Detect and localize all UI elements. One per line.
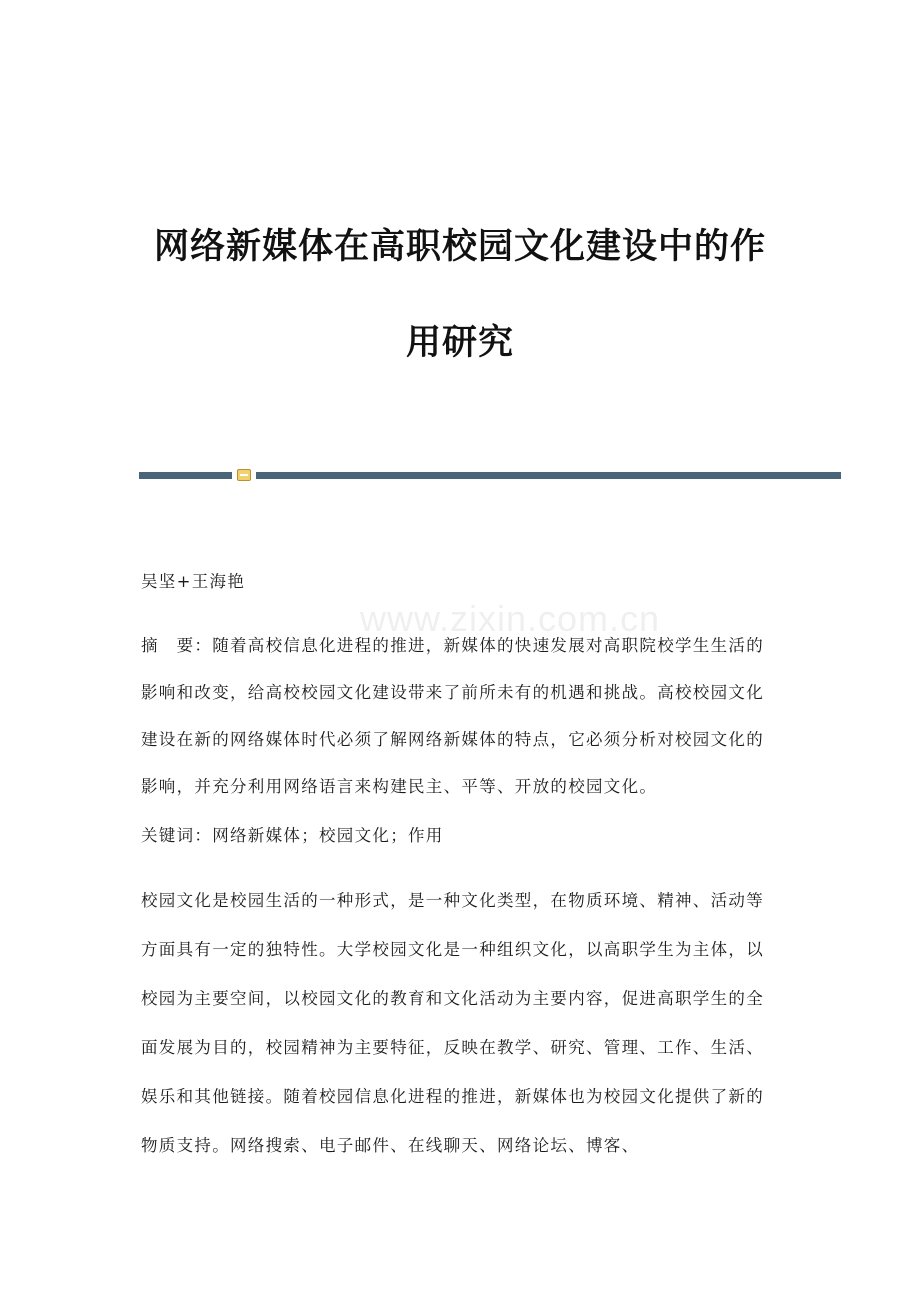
envelope-icon	[237, 469, 251, 481]
keywords: 关键词：网络新媒体；校园文化；作用	[141, 826, 444, 845]
title-divider	[139, 469, 841, 481]
watermark: www.zixin.com.cn	[359, 598, 661, 639]
body-paragraph: 校园文化是校园生活的一种形式，是一种文化类型，在物质环境、精神、活动等方面具有一定的独特性。大学校园文化是一种组织文化，以高职学生为主体，以校园为主要空间，以校园文化的教育和文化活动为主要内容，促进高职学生的全面发展为目的，校园精神为主要特征，反映在教学、研究、管理、工作、生活、娱乐和其他链接。随着校园信息化进程的推进，新媒体也为校园文化提供了新的物质支持。网络搜索、电子邮件、在线聊天、网络论坛、博客、	[141, 891, 764, 1155]
divider-bar-right	[256, 472, 841, 479]
abstract-paragraph: 摘 要：随着高校信息化进程的推进，新媒体的快速发展对高职院校学生生活的影响和改变，给高校校园文化建设带来了前所未有的机遇和挑战。高校校园文化建设在新的网络媒体时代必须了解网络新媒体的特点，它必须分析对校园文化的影响，并充分利用网络语言来构建民主、平等、开放的校园文化。	[141, 636, 764, 796]
document-title-line-2: 用研究	[405, 322, 514, 363]
document-title-line-1: 网络新媒体在高职校园文化建设中的作	[153, 226, 766, 267]
divider-bar-left	[139, 472, 232, 479]
authors: 吴坚+王海艳	[141, 572, 246, 591]
